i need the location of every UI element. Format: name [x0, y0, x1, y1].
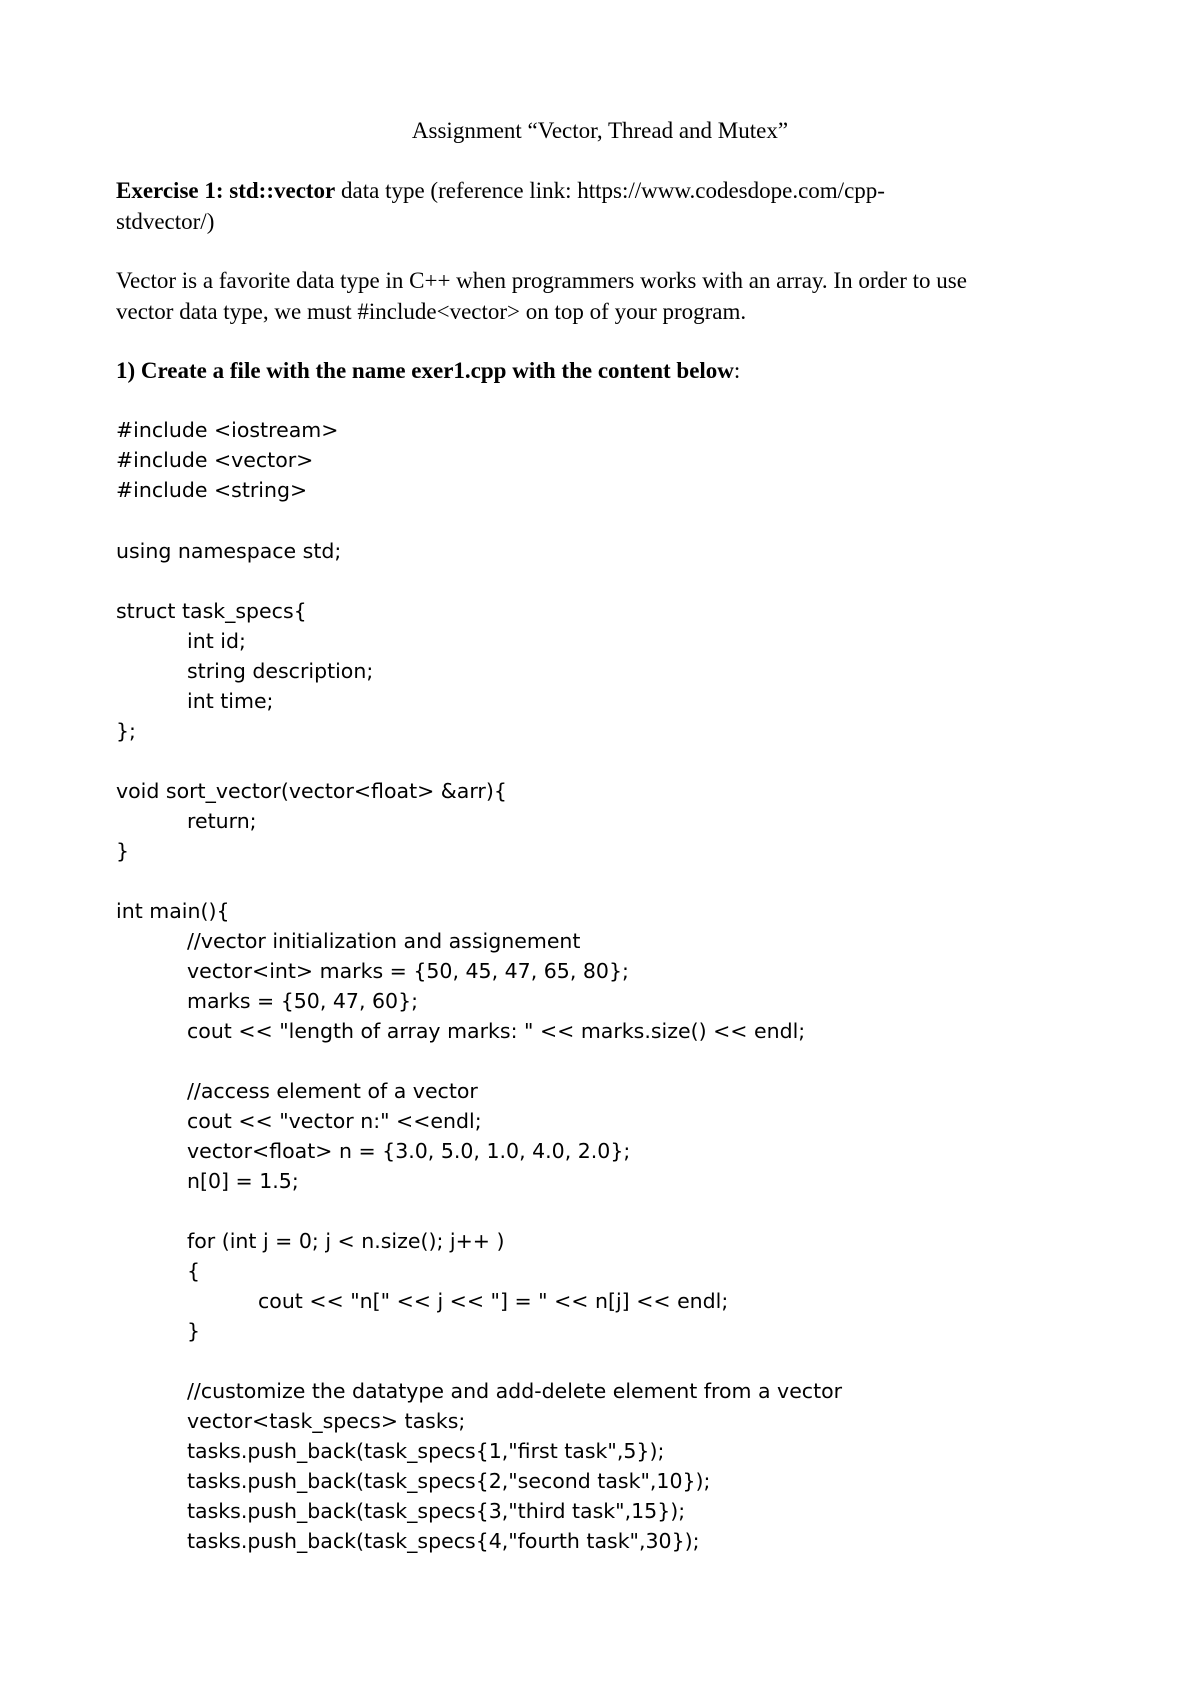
- code-line: tasks.push_back(task_specs{1,"first task",5});: [187, 1439, 665, 1463]
- code-line: #include <string>: [116, 478, 308, 502]
- step-1-text: 1) Create a file with the name exer1.cpp with the content below: [116, 358, 734, 383]
- code-line: using namespace std;: [116, 539, 342, 563]
- code-line: vector<task_specs> tasks;: [187, 1409, 466, 1433]
- code-line: {: [187, 1259, 201, 1283]
- code-line: };: [116, 719, 136, 743]
- code-line: for (int j = 0; j < n.size(); j++ ): [187, 1229, 505, 1253]
- exercise-label: Exercise 1: std::vector: [116, 178, 336, 203]
- code-line: //vector initialization and assignement: [187, 929, 581, 953]
- step-1-instruction: [116, 356, 740, 386]
- code-line: return;: [187, 809, 257, 833]
- code-line: string description;: [187, 659, 374, 683]
- document-title: Assignment “Vector, Thread and Mutex”: [411, 118, 789, 143]
- code-line: cout << "length of array marks: " << marks.size() << endl;: [187, 1019, 806, 1043]
- code-line: n[0] = 1.5;: [187, 1169, 299, 1193]
- exercise-heading-line-2: stdvector/): [116, 209, 215, 234]
- exercise-description: data type (reference link: https://www.codesdope.com/cpp-: [335, 178, 885, 203]
- code-line: tasks.push_back(task_specs{4,"fourth task",30});: [187, 1529, 700, 1553]
- code-line: void sort_vector(vector<float> &arr){: [116, 779, 507, 803]
- code-line: }: [187, 1319, 201, 1343]
- code-line: int time;: [187, 689, 274, 713]
- code-line: marks = {50, 47, 60};: [187, 989, 419, 1013]
- code-line: }: [116, 839, 130, 863]
- exercise-heading-line-1: [116, 176, 885, 206]
- code-line: int id;: [187, 629, 246, 653]
- code-line: #include <iostream>: [116, 418, 339, 442]
- intro-paragraph-line-1: Vector is a favorite data type in C++ when programmers works with an array. In order to use: [116, 268, 967, 293]
- code-line: //access element of a vector: [187, 1079, 478, 1103]
- code-line: int main(){: [116, 899, 230, 923]
- code-line: struct task_specs{: [116, 599, 307, 623]
- code-line: tasks.push_back(task_specs{3,"third task",15});: [187, 1499, 686, 1523]
- code-line: vector<float> n = {3.0, 5.0, 1.0, 4.0, 2.0};: [187, 1139, 631, 1163]
- code-line: vector<int> marks = {50, 45, 47, 65, 80};: [187, 959, 629, 983]
- code-line: cout << "n[" << j << "] = " << n[j] << endl;: [258, 1289, 729, 1313]
- step-1-suffix: :: [733, 358, 741, 383]
- code-line: #include <vector>: [116, 448, 314, 472]
- intro-paragraph-line-2: vector data type, we must #include<vector> on top of your program.: [116, 299, 747, 324]
- code-line: cout << "vector n:" <<endl;: [187, 1109, 482, 1133]
- code-line: tasks.push_back(task_specs{2,"second task",10});: [187, 1469, 711, 1493]
- code-line: //customize the datatype and add-delete element from a vector: [187, 1379, 843, 1403]
